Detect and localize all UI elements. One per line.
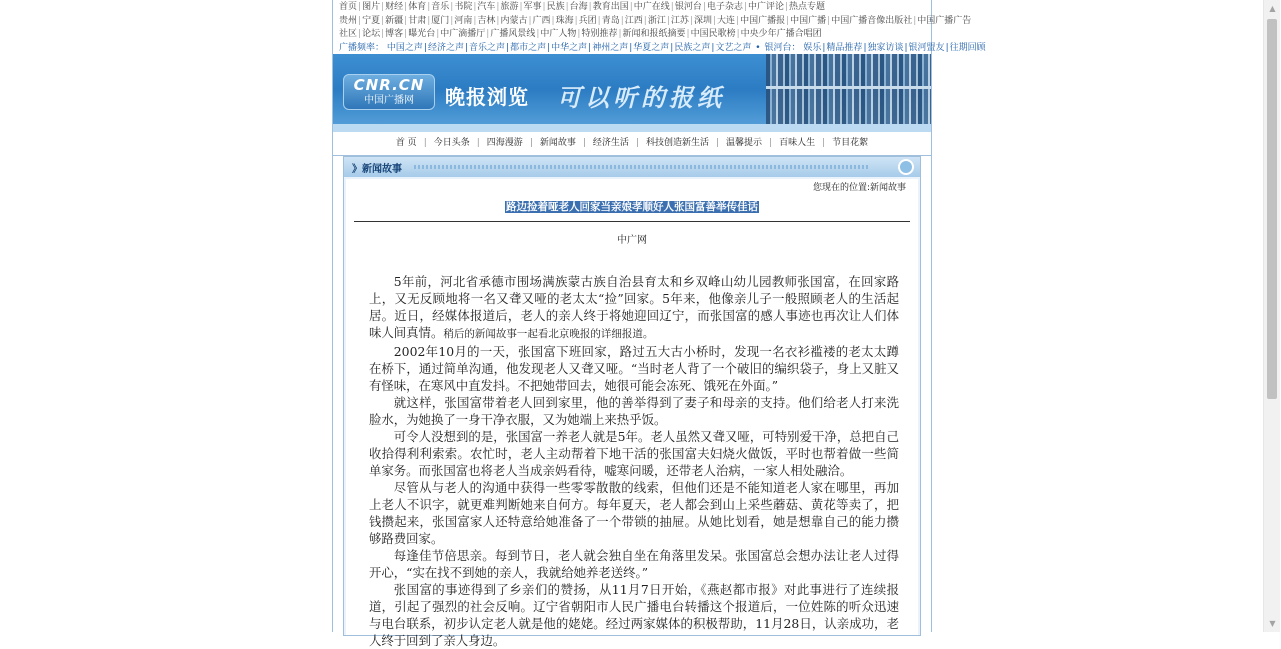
separator: | [670, 2, 674, 12]
paragraph: 张国富的事迹得到了乡亲们的赞扬，从11月7日开始，《燕赵都市报》对此事进行了连续报道，引起了强烈的社会反响。辽宁省朝阳市人民广播电台转播这个报道后，一位姓陈的听众迅速与电台联系，初步认定老人就是他的姥姥。经过两家媒体的积极帮助，11月28日，认亲成功，老人终于回到了亲人身边。 [369, 582, 899, 648]
separator: | [381, 15, 385, 26]
topnav-link[interactable]: 中广评论 [747, 2, 784, 12]
topnav-link[interactable]: 热点专题 [789, 2, 826, 12]
topnav-link[interactable]: 图片 [362, 2, 381, 12]
topnav-link[interactable]: 中国民歌榜 [690, 29, 736, 39]
topnav-link[interactable]: 大连 [717, 15, 736, 26]
topnav-link[interactable]: 中广滴播厅 [440, 29, 486, 39]
paragraph: 每逢佳节倍思亲。每到节日，老人就会独自坐在角落里发呆。张国富总会想办法让老人过得开心，“实在找不到她的亲人，我就给她养老送终。” [369, 548, 899, 580]
topnav-link[interactable]: 河南 [454, 15, 473, 26]
banner-title: 晚报浏览 [445, 85, 529, 109]
separator: | [436, 29, 440, 39]
paragraph: 2002年10月的一天，张国富下班回家，路过五大古小桥时，发现一名衣衫褴褛的老太太蹲在桥下，通过简单沟通，他发现老人又聋又哑。“当时老人背了一个破旧的编织袋子，身上又脏又有怪味，在寒风中直发抖。不把她带回去，她很可能会冻死、饿死在外面。” [369, 344, 899, 393]
topnav-link[interactable]: 江苏 [670, 15, 689, 26]
separator: | [784, 2, 788, 12]
paragraph: 可令人没想到的是，张国富一养老人就是5年。老人虽然又聋又哑，可特别爱干净，总把自己收拾得利利索索。农忙时，老人主动帮着下地干活的张国富夫妇烧火做饭，平时也帮着做一些简单家务。而张国富也将老人当成亲妈看待，嘘寒问暖，还带老人治病，一家人相处融洽。 [369, 429, 899, 478]
galaxy-label: 银河台： [764, 42, 801, 53]
topnav-link[interactable]: 军事 [523, 2, 542, 12]
topnav-link[interactable]: 中广在线 [633, 2, 670, 12]
separator: | [643, 15, 647, 26]
separator: | [588, 42, 592, 53]
separator: | [574, 15, 578, 26]
topnav-row-features [333, 28, 931, 42]
topnav-link[interactable]: 深圳 [693, 15, 712, 26]
paragraph [369, 273, 899, 343]
separator: | [358, 29, 362, 39]
main-navigation [333, 132, 931, 156]
separator: | [618, 29, 622, 39]
separator: | [863, 42, 867, 53]
topnav-link[interactable]: 广播风景线 [490, 29, 536, 39]
separator: | [822, 138, 826, 148]
separator: | [473, 2, 477, 12]
separator: | [464, 42, 469, 53]
topnav-link[interactable]: 中国广播 [790, 15, 827, 26]
topnav-link[interactable]: 书院 [454, 2, 473, 12]
separator: | [358, 15, 362, 26]
separator: | [551, 15, 555, 26]
galaxy-link[interactable]: 银河盟友 [908, 42, 945, 53]
top-navigation [333, 0, 986, 54]
mainnav-item[interactable]: 新闻故事 [539, 138, 576, 148]
paragraph-text: 5年前，河北省承德市围场满族蒙古族自治县育太和乡双峰山幼儿园教师张国富，在回家路上，又无反顾地将一名又聋又哑的老太太“捡”回家。5年来，他像亲儿子一般照顾老人的生活起居。近日，经媒体报道后，老人的亲人终于将她迎回辽宁，而张国富的感人事迹也再次让人们体味人间真情。 [369, 274, 899, 340]
article-title [346, 199, 918, 214]
site-banner [333, 54, 931, 132]
separator: | [702, 2, 706, 12]
content-panel [343, 156, 921, 648]
separator: | [712, 15, 716, 26]
separator: | [542, 2, 546, 12]
separator: | [381, 29, 385, 39]
separator: | [404, 2, 408, 12]
separator: | [620, 15, 624, 26]
mainnav-item[interactable]: 节目花絮 [832, 138, 869, 148]
separator: | [528, 15, 532, 26]
topnav-link[interactable]: 教育出国 [592, 2, 629, 12]
separator: | [519, 2, 523, 12]
topnav-link[interactable]: 中广人物 [540, 29, 577, 39]
topnav-link[interactable]: 电子杂志 [706, 2, 743, 12]
separator: | [547, 42, 551, 53]
topnav-link[interactable]: 青岛 [601, 15, 620, 26]
topnav-link[interactable]: 音乐 [431, 2, 450, 12]
topnav-link[interactable]: 新闻和报纸摘要 [622, 29, 686, 39]
separator: | [476, 138, 480, 148]
separator: | [945, 42, 949, 53]
separator: | [450, 2, 454, 12]
paragraph: 尽管从与老人的沟通中获得一些零零散散的线索，但他们还是不能知道老人家在哪里，再加上老人不识字，就更难判断她来自何方。每年夏天，老人都会到山上采些蘑菇、黄花等卖了，把钱攒起来，张国富家人还特意给她准备了一个带锁的抽屉。从她比划看，她是想靠自己的能力攒够路费回家。 [369, 480, 899, 546]
separator: | [689, 15, 693, 26]
separator: | [670, 42, 674, 53]
galaxy-link[interactable]: 独家访谈 [867, 42, 904, 53]
frequency-label: 广播频率： [339, 42, 385, 53]
frequency-link[interactable]: 文艺之声 [715, 42, 752, 53]
separator: | [450, 15, 454, 26]
banner-stripe [333, 124, 931, 132]
separator: | [486, 29, 490, 39]
frequency-link[interactable]: 都市之声 [510, 42, 547, 53]
mainnav-item[interactable]: 百味人生 [779, 138, 816, 148]
frequency-link[interactable]: 中国之声 [386, 42, 423, 53]
mainnav-item[interactable]: 今日头条 [433, 138, 470, 148]
frequency-link[interactable]: 华夏之声 [633, 42, 670, 53]
topnav-link[interactable]: 首页 [339, 2, 358, 12]
separator: | [597, 15, 601, 26]
section-label: 》新闻故事 [352, 164, 402, 175]
separator: | [381, 2, 385, 12]
frequency-link[interactable]: 民族之声 [674, 42, 711, 53]
article-text [369, 273, 899, 649]
topnav-link[interactable]: 社区 [339, 29, 358, 39]
paragraph-tail: 稍后的新闻故事一起看北京晚报的详细报道。 [443, 328, 654, 340]
separator: | [473, 15, 477, 26]
section-header [344, 157, 920, 177]
logo-text-zh: 中国广播网 [364, 95, 414, 106]
topnav-link[interactable]: 特别推荐 [581, 29, 618, 39]
mainnav-item[interactable]: 四海漫游 [486, 138, 523, 148]
article-source: 中广网 [617, 235, 647, 246]
article-body [346, 179, 918, 648]
topnav-link[interactable]: 中国广播广告 [917, 15, 972, 26]
separator: | [404, 15, 408, 26]
header-dots [414, 165, 870, 169]
separator: | [582, 138, 586, 148]
article-title-text: 路边捡着哑老人回家当亲娘孝顺好人张国富善举传佳话 [506, 201, 758, 213]
galaxy-link[interactable]: 精品推荐 [826, 42, 863, 53]
separator: | [423, 138, 427, 148]
banner-slogan: 可以听的报纸 [557, 84, 725, 112]
separator: | [736, 29, 740, 39]
topnav-row-frequencies: 广播频率： 中国之声|经济之声|音乐之声|都市之声|中华之声|神州之声|华夏之声|民族之声|文艺之声 • 银河台： 娱乐|精品推荐|独家访谈|银河盟友|往期回顾 [339, 42, 986, 53]
separator: | [711, 42, 715, 53]
header-circle-icon [898, 159, 914, 175]
frequency-link[interactable]: 经济之声 [427, 42, 464, 53]
vertical-scrollbar[interactable] [1263, 0, 1280, 632]
separator: | [536, 29, 540, 39]
bookshelf-image [766, 54, 931, 124]
topnav-link[interactable]: 广西 [532, 15, 551, 26]
separator: | [427, 15, 431, 26]
separator: | [827, 15, 831, 26]
topnav-link[interactable]: 中国广播音像出版社 [831, 15, 913, 26]
topnav-link[interactable]: 吉林 [477, 15, 496, 26]
topnav-link[interactable]: 体育 [408, 2, 427, 12]
separator: | [904, 42, 908, 53]
logo-text-en: CNR.CN [353, 76, 425, 94]
topnav-link[interactable]: 兵团 [578, 15, 597, 26]
frequency-link[interactable]: 中华之声 [551, 42, 588, 53]
separator: | [423, 42, 427, 53]
separator: | [629, 2, 633, 12]
topnav-link[interactable]: 中央少年广播合唱团 [740, 29, 822, 39]
page-container [332, 0, 986, 648]
topnav-link[interactable]: 厦门 [431, 15, 450, 26]
separator: | [565, 2, 569, 12]
separator: | [913, 15, 917, 26]
topnav-link[interactable]: 中国广播报 [740, 15, 786, 26]
topnav-link[interactable]: 江西 [624, 15, 643, 26]
scroll-down-arrow-icon[interactable]: ▼ [1269, 619, 1276, 628]
breadcrumb [813, 180, 906, 193]
separator: | [496, 2, 500, 12]
cnr-logo[interactable] [343, 74, 435, 110]
topnav-link[interactable]: 珠海 [555, 15, 574, 26]
separator: | [743, 2, 747, 12]
separator: | [358, 2, 362, 12]
scroll-up-arrow-icon[interactable]: ▲ [1269, 4, 1276, 13]
topnav-link[interactable]: 贵州 [339, 15, 358, 26]
paragraph: 就这样，张国富带着老人回到家里，他的善举得到了妻子和母亲的支持。他们给老人打来洗脸水，为她换了一身干净衣服，又为她端上来热乎饭。 [369, 395, 899, 427]
topnav-link[interactable]: 银河台 [674, 2, 702, 12]
mainnav-item[interactable]: 经济生活 [592, 138, 629, 148]
topnav-link[interactable]: 论坛 [362, 29, 381, 39]
topnav-link[interactable]: 新疆 [385, 15, 404, 26]
topnav-link[interactable]: 汽车 [477, 2, 496, 12]
topnav-link[interactable]: 浙江 [647, 15, 666, 26]
separator: | [506, 42, 510, 53]
topnav-link[interactable]: 甘肃 [408, 15, 427, 26]
topnav-link[interactable]: 台海 [569, 2, 588, 12]
topnav-link[interactable]: 财经 [385, 2, 404, 12]
mainnav-item[interactable]: 科技创造新生活 [645, 138, 709, 148]
topnav-link[interactable]: 博客 [385, 29, 404, 39]
separator: | [629, 42, 633, 53]
topnav-link[interactable]: 内蒙古 [500, 15, 528, 26]
separator: | [666, 15, 670, 26]
separator: | [686, 29, 690, 39]
separator: | [635, 138, 639, 148]
topnav-link[interactable]: 宁夏 [362, 15, 381, 26]
frequency-link[interactable]: 神州之声 [592, 42, 629, 53]
separator: | [496, 15, 500, 26]
topnav-link[interactable]: 民族 [546, 2, 565, 12]
topnav-link[interactable]: 旅游 [500, 2, 519, 12]
mainnav-item[interactable]: 首 页 [395, 138, 417, 148]
separator: | [822, 42, 826, 53]
separator: | [577, 29, 581, 39]
topnav-row-regions [333, 15, 972, 29]
separator: | [588, 2, 592, 12]
separator: | [404, 29, 408, 39]
frequency-link[interactable]: 音乐之声 [469, 42, 506, 53]
scrollbar-thumb[interactable] [1267, 19, 1277, 399]
separator: | [769, 138, 773, 148]
breadcrumb-text[interactable]: 您现在的位置:新闻故事 [812, 183, 906, 193]
mainnav-item[interactable]: 温馨提示 [726, 138, 763, 148]
title-divider [354, 221, 910, 222]
separator: | [736, 15, 740, 26]
galaxy-link[interactable]: 往期回顾 [949, 42, 986, 53]
separator: | [427, 2, 431, 12]
separator: | [716, 138, 720, 148]
separator: | [529, 138, 533, 148]
separator: | [786, 15, 790, 26]
topnav-link[interactable]: 曝光台 [408, 29, 436, 39]
galaxy-link[interactable]: 娱乐 [803, 42, 822, 53]
topnav-row-channels [333, 1, 931, 15]
